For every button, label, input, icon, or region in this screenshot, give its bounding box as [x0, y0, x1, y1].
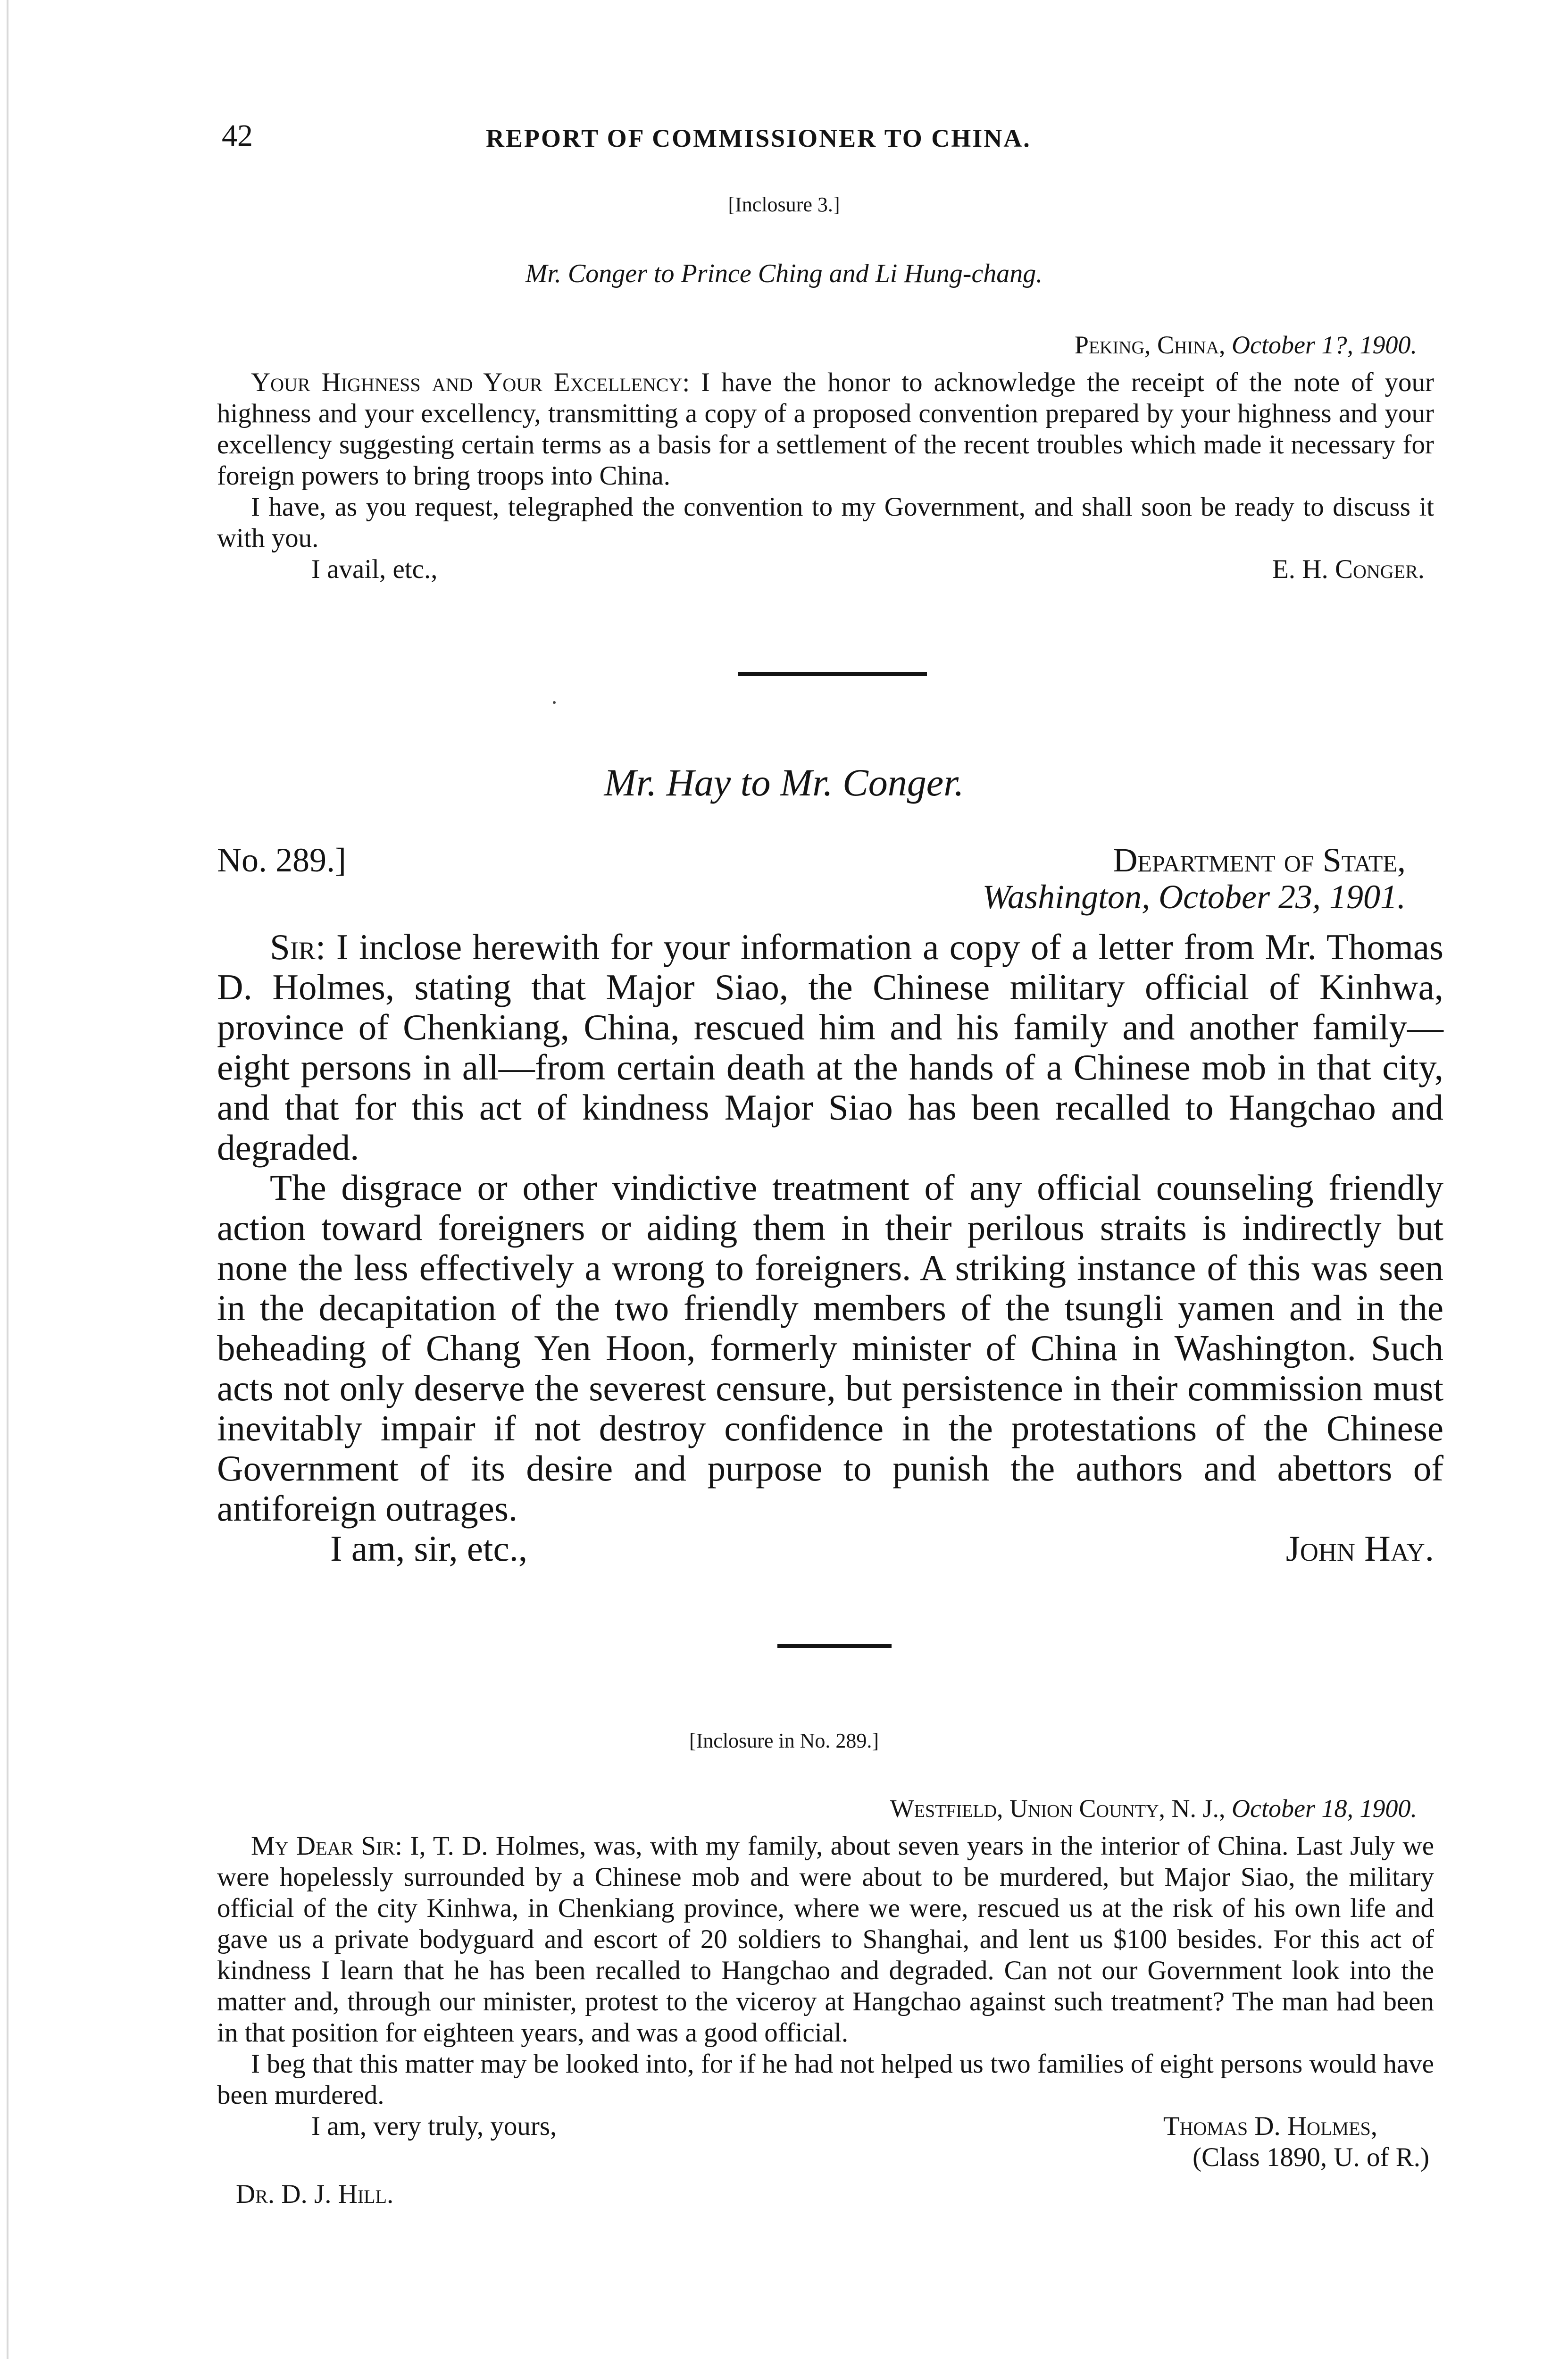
letter2-title: Mr. Hay to Mr. Conger. [604, 761, 964, 804]
letter3-place: Westfield, Union County, N. J., [890, 1794, 1226, 1823]
letter2-closing-row [217, 1529, 1443, 1569]
letter1-para1: I have the honor to acknowledge the receipt of the note of your highness and your excellency, transmitting a copy of a proposed convention prepared by your highness and your excellency suggesting certain terms as a basis for a settlement of the recent troubles which made it necessary for foreign powers to bring troops into China. [217, 368, 1435, 491]
letter1-paragraph [217, 367, 1434, 492]
letter1-signature: E. H. Conger. [1272, 554, 1425, 584]
print-speck [553, 701, 556, 704]
letter1-paragraph: I have, as you request, telegraphed the convention to my Government, and shall soon be ready to discuss it with you. [217, 492, 1434, 553]
inclosure-3-label: [Inclosure 3.] [728, 193, 840, 216]
letter1-closing-row [217, 554, 1434, 585]
letter2-paragraph [217, 927, 1443, 1168]
section-rule [738, 672, 927, 676]
letter1-salutation: Your Highness and Your Excellency: [251, 368, 690, 397]
letter1-body [217, 367, 1434, 585]
letter1-title: Mr. Conger to Prince Ching and Li Hung-chang. [525, 259, 1043, 288]
letter2-salutation: Sir: [270, 927, 326, 967]
letter2-body [217, 927, 1443, 1569]
letter1-closing: I avail, etc., [311, 554, 438, 584]
letter3-salutation: My Dear Sir: [251, 1831, 402, 1861]
letter3-closing-row [217, 2111, 1434, 2142]
letter3-date: October 18, 1900. [1232, 1794, 1417, 1823]
letter3-closing: I am, very truly, yours, [311, 2111, 557, 2141]
letter2-place-date: Washington, October 23, 1901. [982, 878, 1406, 916]
section-rule [777, 1644, 892, 1648]
letter2-signature: John Hay. [1285, 1528, 1434, 1569]
letter3-body [217, 1831, 1434, 2210]
letter1-place: Peking, China, [1074, 331, 1226, 359]
letter3-signature: Thomas D. Holmes, [1163, 2111, 1377, 2141]
page-edge [7, 0, 8, 2359]
letter2-number: No. 289.] [217, 841, 346, 879]
letter3-paragraph: I beg that this matter may be looked into, for if he had not helped us two families of eight persons would have been murdered. [217, 2049, 1434, 2110]
letter1-date: October 1?, 1900. [1232, 331, 1417, 359]
letter2-paragraph: The disgrace or other vindictive treatment of any official counseling friendly action toward foreigners or aiding them in their perilous straits is indirectly but none the less effectively a wrong to foreigners. A striking instance of this was seen in the decapitation of the two friendly members of the tsungli yamen and in the beheading of Chang Yen Hoon, formerly minister of China in Washington. Such acts not only deserve the severest censure, but persistence in their commission must inevitably impair if not destroy confidence in the protestations of the Chinese Government of its desire and purpose to punish the authors and abettors of antiforeign outrages. [217, 1167, 1443, 1529]
letter2-department: Department of State, [1113, 841, 1406, 879]
letter3-place-date [890, 1794, 1417, 1823]
letter2-para1: I inclose herewith for your information a copy of a letter from Mr. Thomas D. Holmes, stating that Major Siao, the Chinese military official of Kinhwa, province of Chenkiang, China, rescued him and his family and another family—eight persons in all—from certain death at the hands of a Chinese mob in that city, and that for this act of kindness Major Siao has been recalled to Hangchao and degraded. [217, 927, 1444, 1168]
inclosure-289-label: [Inclosure in No. 289.] [689, 1729, 879, 1752]
page-number: 42 [222, 118, 253, 153]
letter3-addressee: Dr. D. J. Hill. [236, 2179, 394, 2209]
letter3-paragraph [217, 1831, 1434, 2049]
letter1-place-date [1075, 330, 1417, 360]
letter3-para1: I, T. D. Holmes, was, with my family, about seven years in the interior of China. Last July we were hopelessly surrounded by a Chinese mob and were about to be murdered, but Major Siao, the military official of the city Kinhwa, in Chenkiang province, where we were, rescued us at the risk of his own life and gave us a private bodyguard and escort of 20 soldiers to Shanghai, and lent us $100 besides. For this act of kindness I learn that he has been recalled to Hangchao and degraded. Can not our Government look into the matter and, through our minister, protest to the viceroy at Hangchao against such treatment? The man had been in that position for eighteen years, and was a good official. [217, 1831, 1435, 2048]
running-head: REPORT OF COMMISSIONER TO CHINA. [486, 124, 1031, 152]
letter2-closing: I am, sir, etc., [330, 1528, 528, 1569]
letter3-signature-note: (Class 1890, U. of R.) [1193, 2142, 1429, 2172]
